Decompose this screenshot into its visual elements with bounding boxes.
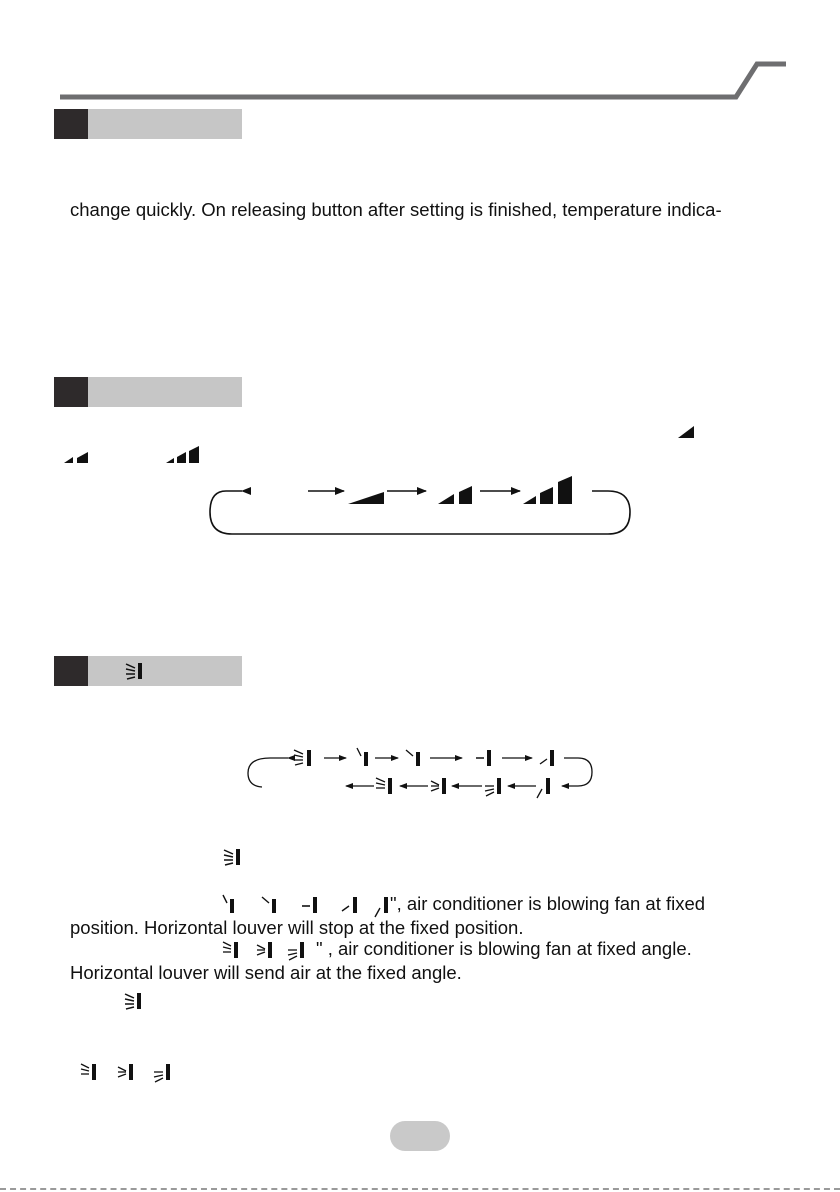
louver-pos-1-icon xyxy=(357,748,368,766)
section-tab-fan-speed xyxy=(54,377,242,407)
fixed-angle-text-line2: Horizontal louver will send air at the fixed angle. xyxy=(70,962,462,983)
section-tab-marker xyxy=(54,109,88,139)
louver-pos-3-icon xyxy=(302,897,317,913)
swing-angle-3-icon xyxy=(485,778,501,796)
swing-angle-2-icon xyxy=(431,778,446,794)
louver-pos-4-icon xyxy=(540,750,554,766)
page-number-pill xyxy=(390,1121,450,1151)
cycle-loop-right xyxy=(562,758,592,786)
swing-angle-3-icon xyxy=(154,1064,170,1082)
cycle-loop-left xyxy=(248,758,288,787)
fixed-angle-text: " , air conditioner is blowing fan at fixed angle. xyxy=(316,938,692,959)
louver-pos-5-icon xyxy=(375,897,388,917)
fan-level-3-icon xyxy=(165,445,205,465)
header-rule xyxy=(0,0,840,110)
swing-angle-2-icon xyxy=(257,942,272,958)
section-tab-swing xyxy=(54,656,242,686)
swing-auto-icon xyxy=(124,661,146,681)
swing-auto-icon xyxy=(294,750,311,766)
section-tab-temperature xyxy=(54,109,242,139)
louver-pos-5-icon xyxy=(537,778,550,798)
swing-angle-1-icon xyxy=(223,942,238,958)
fan-speed-cycle-diagram xyxy=(200,472,640,542)
swing-angle-3-icon xyxy=(288,942,304,960)
fan-level-2-icon xyxy=(63,449,93,465)
swing-angle-1-icon xyxy=(376,778,392,794)
louver-pos-4-icon xyxy=(342,897,357,913)
fan-level-1-icon xyxy=(676,424,696,440)
swing-angle-1-icon xyxy=(81,1064,96,1080)
section-tab-label-bg xyxy=(88,656,242,686)
fixed-position-text-line2: position. Horizontal louver will stop at the fixed position. xyxy=(70,917,524,938)
fixed-position-text: ", air conditioner is blowing fan at fixed xyxy=(390,893,706,914)
swing-auto-icon xyxy=(123,991,145,1011)
fan-level-3-icon xyxy=(523,476,572,504)
louver-pos-3-icon xyxy=(476,750,491,766)
fan-level-2-icon xyxy=(438,486,472,504)
louver-position-icons xyxy=(212,892,392,918)
section-tab-label-bg xyxy=(88,109,242,139)
swing-angle-2-icon xyxy=(118,1064,133,1080)
swing-angle-icons-bottom xyxy=(78,1058,188,1084)
section-tab-marker xyxy=(54,377,88,407)
louver-pos-2-icon xyxy=(406,750,420,766)
fan-level-1-icon xyxy=(348,492,384,504)
section-tab-label-bg xyxy=(88,377,242,407)
swing-angle-icons xyxy=(222,938,322,962)
swing-auto-icon xyxy=(222,847,244,867)
section-tab-marker xyxy=(54,656,88,686)
temperature-paragraph-line: change quickly. On releasing button after setting is finished, temperature indica- xyxy=(70,199,722,220)
swing-cycle-diagram xyxy=(240,740,610,810)
bottom-dashed-rule xyxy=(0,1188,840,1190)
louver-pos-2-icon xyxy=(262,897,276,913)
louver-pos-1-icon xyxy=(223,895,234,913)
